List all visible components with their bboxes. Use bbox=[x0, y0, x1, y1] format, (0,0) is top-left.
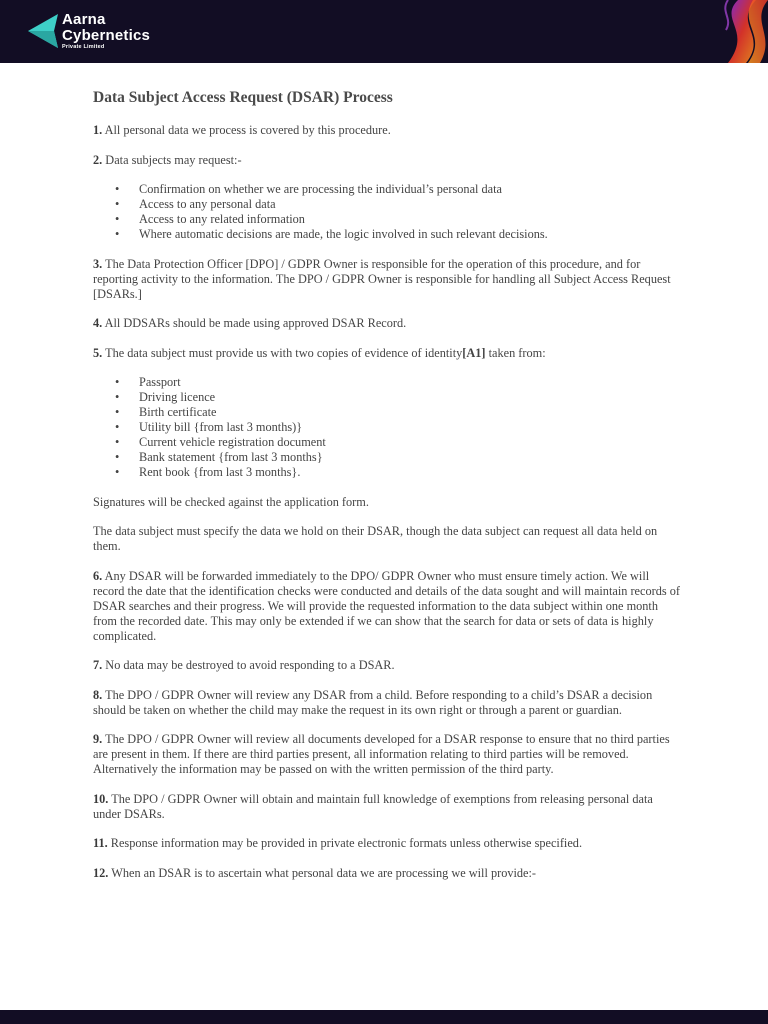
paragraph-text: The DPO / GDPR Owner will review any DSAR from a child. Before responding to a child’s DSAR a decision should be taken on whether the child may make the request in its own right or through a parent or guardian. bbox=[93, 687, 653, 717]
paragraph-text: When an DSAR is to ascertain what personal data we are processing we will provide:- bbox=[108, 865, 537, 880]
paragraph-number: 5. bbox=[93, 345, 103, 360]
paragraph-text: The Data Protection Officer [DPO] / GDPR Owner is responsible for the operation of this procedure, and for reporting activity to the information. The DPO / GDPR Owner is responsible for handling all Subject Access Request [DSARs.] bbox=[93, 256, 671, 301]
paragraph-text: The data subject must provide us with two copies of evidence of identity bbox=[102, 345, 463, 360]
identity-evidence-list bbox=[93, 375, 681, 480]
list-item: • Where automatic decisions are made, the logic involved in such relevant decisions. bbox=[115, 227, 548, 241]
bullet-icon: • bbox=[115, 465, 120, 479]
list-item: • Bank statement {from last 3 months} bbox=[115, 450, 323, 464]
paragraph-5 bbox=[93, 346, 681, 361]
paragraph-9 bbox=[93, 732, 681, 777]
document-body bbox=[93, 88, 681, 895]
paragraph-text: Response information may be provided in private electronic formats unless otherwise specified. bbox=[107, 836, 583, 850]
paragraph-number: 2. bbox=[93, 152, 103, 167]
paragraph-8 bbox=[93, 688, 681, 718]
list-item: • Access to any related information bbox=[115, 212, 305, 226]
paragraph-text: The DPO / GDPR Owner will obtain and maintain full knowledge of exemptions from releasing personal data under DSARs. bbox=[93, 791, 653, 821]
document-title: Data Subject Access Request (DSAR) Process bbox=[93, 89, 393, 106]
paragraph-number: 7. bbox=[93, 658, 103, 672]
list-item: • Rent book {from last 3 months}. bbox=[115, 465, 301, 479]
bullet-icon: • bbox=[115, 390, 120, 404]
paragraph-10 bbox=[93, 792, 681, 822]
paragraph-11 bbox=[93, 836, 681, 851]
paragraph-text: All DDSARs should be made using approved DSAR Record. bbox=[102, 316, 407, 330]
bullet-icon: • bbox=[115, 420, 120, 434]
bullet-icon: • bbox=[115, 197, 120, 211]
paragraph-2 bbox=[93, 153, 681, 168]
paragraph-number: 9. bbox=[93, 732, 103, 746]
paragraph-number: 11. bbox=[93, 836, 108, 850]
paragraph-text: The DPO / GDPR Owner will review all documents developed for a DSAR response to ensure that no third parties are present in them. If there are third parties present, all information relating to third parties will be removed. Alternatively the information may be passed on with the written permission of the third party. bbox=[93, 732, 670, 776]
paragraph-7 bbox=[93, 658, 681, 673]
list-item: • Current vehicle registration document bbox=[115, 435, 326, 449]
paragraph-number: 8. bbox=[93, 687, 103, 702]
decorative-swirl-icon bbox=[698, 0, 768, 63]
list-item: • Access to any personal data bbox=[115, 197, 276, 211]
paragraph-12 bbox=[93, 866, 681, 881]
list-item: • Confirmation on whether we are processing the individual’s personal data bbox=[115, 182, 502, 196]
bullet-icon: • bbox=[115, 212, 120, 226]
paragraph-text-continued: taken from: bbox=[485, 345, 546, 360]
paragraph-3 bbox=[93, 257, 681, 302]
list-item: • Utility bill {from last 3 months)} bbox=[115, 420, 303, 434]
list-item: • Passport bbox=[115, 375, 181, 389]
paragraph-6 bbox=[93, 569, 681, 644]
paragraph-text: All personal data we process is covered by this procedure. bbox=[102, 123, 391, 137]
bullet-icon: • bbox=[115, 405, 120, 419]
comment-reference: [A1] bbox=[462, 345, 486, 360]
paragraph-text: Data subjects may request:- bbox=[102, 152, 242, 167]
paragraph-number: 4. bbox=[93, 316, 103, 330]
bullet-icon: • bbox=[115, 435, 120, 449]
logo-name-line1: Aarna bbox=[62, 11, 106, 28]
header-bar bbox=[0, 0, 768, 63]
logo-triangle-icon bbox=[28, 12, 60, 50]
paragraph-number: 10. bbox=[93, 791, 109, 806]
paragraph-number: 12. bbox=[93, 865, 109, 880]
bullet-icon: • bbox=[115, 375, 120, 389]
bullet-icon: • bbox=[115, 450, 120, 464]
paragraph-number: 1. bbox=[93, 123, 103, 137]
list-item: • Birth certificate bbox=[115, 405, 217, 419]
footer-bar bbox=[0, 1010, 768, 1024]
signatures-paragraph: Signatures will be checked against the application form. bbox=[93, 494, 369, 509]
paragraph-4 bbox=[93, 316, 681, 331]
logo-subtitle: Private Limited bbox=[62, 44, 105, 50]
bullet-icon: • bbox=[115, 227, 120, 241]
paragraph-number: 3. bbox=[93, 256, 103, 271]
specify-data-paragraph: The data subject must specify the data we hold on their DSAR, though the data subject can request all data held on them. bbox=[93, 524, 658, 553]
paragraph-text: No data may be destroyed to avoid responding to a DSAR. bbox=[102, 658, 395, 672]
logo-name-line2: Cybernetics bbox=[62, 27, 151, 44]
paragraph-text: Any DSAR will be forwarded immediately to the DPO/ GDPR Owner who must ensure timely action. We will record the date that the identification checks were conducted and details of the data sought and will maintain records of DSAR searches and their progress. We will provide the requested information to the data subject within one month from the recorded date. This may only be extended if we can show that the search for data or sets of data is highly complicated. bbox=[93, 568, 680, 643]
request-types-list bbox=[93, 182, 681, 242]
list-item: • Driving licence bbox=[115, 390, 216, 404]
paragraph-number: 6. bbox=[93, 568, 103, 583]
company-logo bbox=[28, 12, 150, 51]
paragraph-1 bbox=[93, 123, 681, 138]
bullet-icon: • bbox=[115, 182, 120, 196]
